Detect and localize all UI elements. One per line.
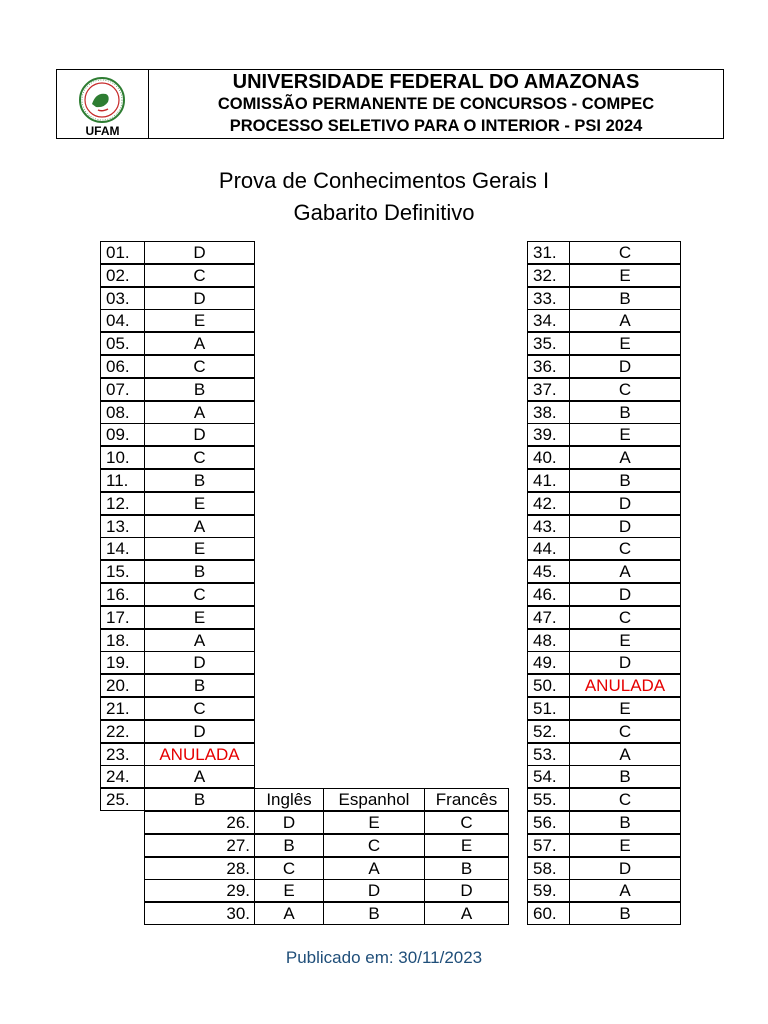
question-number: 04. [100, 309, 145, 332]
question-number: 56. [527, 811, 570, 834]
question-number: 50. [527, 674, 570, 697]
answer-value: B [569, 401, 681, 424]
question-number: 25. [100, 788, 145, 811]
question-number: 57. [527, 834, 570, 857]
answer-value: D [569, 355, 681, 378]
logo-box [57, 70, 149, 138]
question-number: 54. [527, 765, 570, 788]
answer-value: B [144, 788, 255, 811]
question-number: 39. [527, 423, 570, 446]
answer-value: E [569, 264, 681, 287]
answer-value: ANULADA [569, 674, 681, 697]
answer-value: B [144, 674, 255, 697]
answer-value: C [144, 697, 255, 720]
question-number: 10. [100, 446, 145, 469]
question-number: 26. [144, 811, 255, 834]
question-number: 49. [527, 651, 570, 674]
answer-value: D [144, 651, 255, 674]
answer-value: E [144, 606, 255, 629]
question-number: 43. [527, 515, 570, 538]
answer-value: E [569, 697, 681, 720]
language-answer: D [323, 879, 425, 902]
question-number: 01. [100, 241, 145, 264]
answer-value: C [569, 788, 681, 811]
answer-value: B [569, 811, 681, 834]
answer-value: E [569, 332, 681, 355]
question-number: 16. [100, 583, 145, 606]
university-title: UNIVERSIDADE FEDERAL DO AMAZONAS [232, 71, 640, 93]
answer-value: C [569, 537, 681, 560]
question-number: 52. [527, 720, 570, 743]
question-number: 59. [527, 879, 570, 902]
language-answer: A [424, 902, 509, 925]
question-number: 02. [100, 264, 145, 287]
published-date: Publicado em: 30/11/2023 [285, 948, 483, 967]
question-number: 60. [527, 902, 570, 925]
question-number: 32. [527, 264, 570, 287]
answer-value: B [144, 560, 255, 583]
question-number: 03. [100, 287, 145, 310]
answer-value: B [569, 287, 681, 310]
question-number: 22. [100, 720, 145, 743]
answer-value: E [144, 492, 255, 515]
question-number: 07. [100, 378, 145, 401]
language-answer: B [323, 902, 425, 925]
question-number: 29. [144, 879, 255, 902]
answer-value: A [569, 879, 681, 902]
answer-value: B [144, 378, 255, 401]
answer-value: C [144, 446, 255, 469]
answer-value: D [569, 492, 681, 515]
question-number: 14. [100, 537, 145, 560]
question-number: 42. [527, 492, 570, 515]
question-number: 48. [527, 629, 570, 652]
header-box [56, 69, 724, 139]
question-number: 24. [100, 765, 145, 788]
question-number: 45. [527, 560, 570, 583]
answer-value: C [569, 241, 681, 264]
answer-value: C [144, 355, 255, 378]
question-number: 47. [527, 606, 570, 629]
language-answer: C [254, 857, 324, 880]
question-number: 21. [100, 697, 145, 720]
answer-value: D [144, 423, 255, 446]
question-number: 33. [527, 287, 570, 310]
language-answer: B [254, 834, 324, 857]
question-number: 53. [527, 743, 570, 766]
question-number: 38. [527, 401, 570, 424]
question-number: 46. [527, 583, 570, 606]
answer-value: C [569, 606, 681, 629]
answer-value: A [144, 765, 255, 788]
language-answer: E [424, 834, 509, 857]
question-number: 37. [527, 378, 570, 401]
answer-value: A [569, 560, 681, 583]
question-number: 09. [100, 423, 145, 446]
answer-value: E [569, 834, 681, 857]
question-number: 27. [144, 834, 255, 857]
question-number: 19. [100, 651, 145, 674]
answer-value: C [144, 583, 255, 606]
answer-value: D [144, 720, 255, 743]
language-header: Inglês [254, 788, 324, 811]
exam-subtitle: Gabarito Definitivo [293, 200, 475, 225]
question-number: 11. [100, 469, 145, 492]
language-header: Espanhol [323, 788, 425, 811]
question-number: 12. [100, 492, 145, 515]
question-number: 40. [527, 446, 570, 469]
exam-title: Prova de Conhecimentos Gerais I [218, 168, 550, 193]
answer-value: B [569, 765, 681, 788]
header-titles [149, 70, 723, 137]
answer-value: E [144, 309, 255, 332]
question-number: 28. [144, 857, 255, 880]
question-number: 18. [100, 629, 145, 652]
question-number: 20. [100, 674, 145, 697]
answer-value: D [569, 583, 681, 606]
answer-value: D [569, 515, 681, 538]
question-number: 06. [100, 355, 145, 378]
language-answer: A [323, 857, 425, 880]
question-number: 34. [527, 309, 570, 332]
answer-value: B [144, 469, 255, 492]
language-header: Francês [424, 788, 509, 811]
answer-value: E [144, 537, 255, 560]
question-number: 44. [527, 537, 570, 560]
question-number: 36. [527, 355, 570, 378]
answer-value: D [144, 287, 255, 310]
answer-value: ANULADA [144, 743, 255, 766]
answer-value: C [569, 378, 681, 401]
language-answer: D [254, 811, 324, 834]
commission-title: COMISSÃO PERMANENTE DE CONCURSOS - COMPEC [217, 95, 655, 113]
answer-value: B [569, 469, 681, 492]
question-number: 15. [100, 560, 145, 583]
language-answer: E [254, 879, 324, 902]
answer-value: A [569, 743, 681, 766]
answer-value: A [144, 401, 255, 424]
question-number: 05. [100, 332, 145, 355]
language-answer: B [424, 857, 509, 880]
answer-value: A [569, 309, 681, 332]
answer-value: A [144, 629, 255, 652]
question-number: 30. [144, 902, 255, 925]
question-number: 31. [527, 241, 570, 264]
answer-value: D [569, 651, 681, 674]
question-number: 35. [527, 332, 570, 355]
language-answer: C [323, 834, 425, 857]
answer-value: D [144, 241, 255, 264]
question-number: 13. [100, 515, 145, 538]
answer-value: A [144, 332, 255, 355]
answer-value: E [569, 629, 681, 652]
answer-value: D [569, 857, 681, 880]
answer-value: C [144, 264, 255, 287]
ufam-seal-icon [74, 74, 130, 130]
language-answer: C [424, 811, 509, 834]
language-answer: A [254, 902, 324, 925]
question-number: 55. [527, 788, 570, 811]
answer-value: A [569, 446, 681, 469]
answer-value: B [569, 902, 681, 925]
question-number: 58. [527, 857, 570, 880]
answer-value: C [569, 720, 681, 743]
process-title: PROCESSO SELETIVO PARA O INTERIOR - PSI 2024 [229, 117, 643, 135]
logo-label: UFAM [85, 124, 120, 138]
question-number: 41. [527, 469, 570, 492]
question-number: 08. [100, 401, 145, 424]
question-number: 51. [527, 697, 570, 720]
language-answer: D [424, 879, 509, 902]
answer-value: A [144, 515, 255, 538]
answer-value: E [569, 423, 681, 446]
language-answer: E [323, 811, 425, 834]
question-number: 17. [100, 606, 145, 629]
question-number: 23. [100, 743, 145, 766]
